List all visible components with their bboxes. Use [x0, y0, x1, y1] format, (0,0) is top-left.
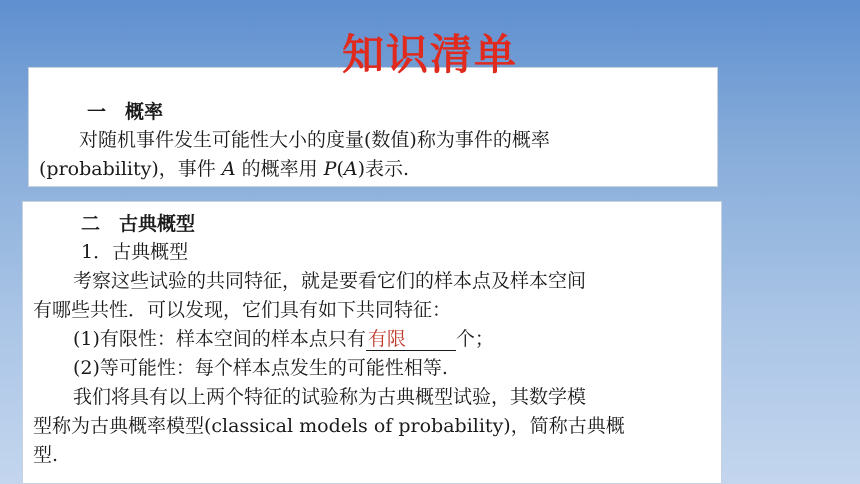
slide-title: 知识清单 [341, 30, 518, 79]
text-fragment: (probability)，事件 [39, 158, 222, 180]
probability-panel [28, 67, 718, 187]
feature-finite-text: (1)有限性：样本空间的样本点只有 [73, 328, 366, 350]
definition-line-1: 对随机事件发生可能性大小的度量(数值)称为事件的概率 [79, 129, 550, 151]
paragraph2-line2: 型称为古典概率模型(classical models of probability)，简称古典概 [33, 415, 625, 437]
section-heading-classical: 二 古典概型 [81, 213, 196, 235]
subheading-classical: 1．古典概型 [81, 241, 189, 263]
paragraph2-line1: 我们将具有以上两个特征的试验称为古典概型试验，其数学模 [73, 386, 587, 408]
classical-model-panel [22, 201, 722, 484]
paragraph1-line2: 有哪些共性．可以发现，它们具有如下共同特征： [33, 299, 452, 321]
variable-a: A [221, 158, 236, 180]
definition-line-2 [39, 155, 707, 184]
feature-finite-suffix: 个； [455, 328, 494, 350]
variable-p: P [323, 158, 337, 180]
text-fragment: 的概率用 [235, 158, 324, 180]
paragraph1-line1: 考察这些试验的共同特征，就是要看它们的样本点及样本空间 [73, 270, 587, 292]
feature-finite [33, 325, 711, 354]
text-fragment: ( [336, 158, 344, 180]
section-heading-probability: 一 概率 [87, 101, 164, 123]
text-fragment: )表示. [357, 158, 410, 180]
paragraph2-line3: 型. [33, 444, 59, 466]
variable-a: A [343, 158, 358, 180]
feature-equal-likelihood: (2)等可能性：每个样本点发生的可能性相等. [73, 357, 448, 379]
answer-blank: 有限 [366, 328, 456, 351]
